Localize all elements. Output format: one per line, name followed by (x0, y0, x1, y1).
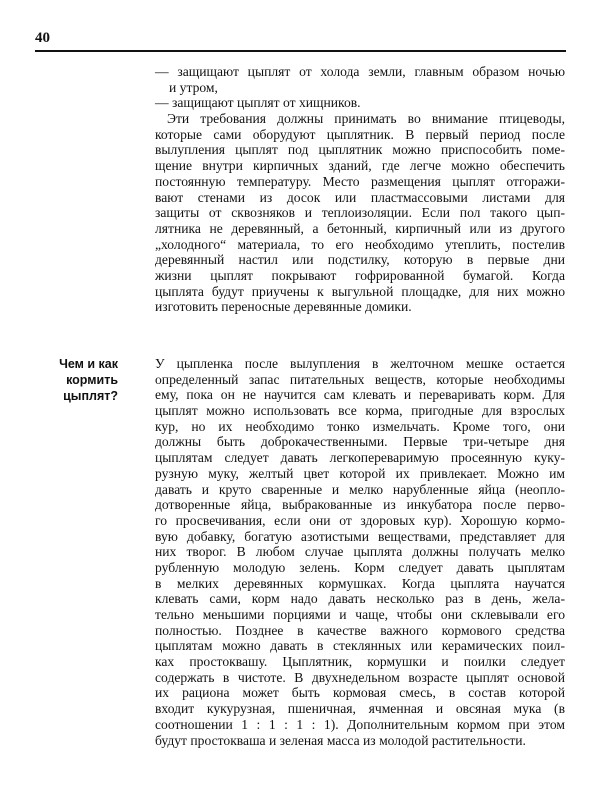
text-line: которые сами оборудуют цыплятник. В первый период после (155, 126, 565, 142)
text-line: полностью. Позднее в качестве важного кормового средства (155, 622, 565, 638)
text-line: дотворенные яйца, выбракованные из инкубатора после перво- (155, 497, 565, 513)
text-line: деревянный настил или подстилку, которую в первые дни (155, 252, 565, 268)
text-line: постоянную температуру. Место размещения цыплят отгоражи- (155, 173, 565, 189)
text-line: клевать сами, корм надо давать несколько раз в день, жела- (155, 591, 565, 607)
text-line: рузную муку, желтый цвет которой их привлекает. Можно им (155, 465, 565, 481)
text-line: защиты от сквозняков и теплоизоляции. Если пол такого цып- (155, 205, 565, 221)
text-line: содержать в чистоте. В двухнедельном возрасте цыплят основой (155, 669, 565, 685)
text-line: цыплята будут приучены к выгульной площадке, для них можно (155, 283, 565, 299)
text-line: соотношении 1 : 1 : 1 : 1). Дополнительным кормом при этом (155, 716, 565, 732)
text-line: и утром, (169, 79, 218, 95)
text-line: Эти требования должны принимать во внимание птицеводы, (167, 111, 565, 127)
text-line: лятника не деревянный, а бетонный, кирпичный или из другого (155, 220, 565, 236)
text-line: изготовить переносные деревянные домики. (155, 299, 412, 315)
text-line: ках простоквашу. Цыплятник, кормушки и поилки следует (155, 654, 565, 670)
text-line: рубленную молодую зелень. Корм следует давать цыплятам (155, 559, 565, 575)
text-line: определенный запас питательных веществ, которые необходимы (155, 371, 565, 387)
text-block-housing (155, 64, 565, 315)
margin-heading (40, 356, 118, 404)
text-line: У цыпленка после вылупления в желточном мешке остается (155, 356, 565, 371)
text-line: должны быть доброкачественными. Первые три-четыре дня (155, 434, 565, 450)
text-line: цыплятам можно давать в стеклянных или керамических поил- (155, 638, 565, 654)
text-line: „холодного“ материала, то его необходимо утеплить, постелив (155, 236, 565, 252)
text-line: вылупления цыплят под цыплятник можно приспособить поме- (155, 142, 565, 158)
text-line: тельно меньшими порциями и чаще, чтобы они склевывали его (155, 607, 565, 622)
text-line: цыплятам следует давать легкопереваримую просеянную куку- (155, 450, 565, 466)
text-line: входит кукурузная, пшеничная, ячменная и овсяная мука (в (155, 701, 565, 717)
text-line: них творог. В любом случае цыплята должны получать мелко (155, 544, 565, 560)
margin-heading-line: кормить (66, 373, 118, 387)
header-rule (35, 50, 566, 52)
text-line: жизни цыплят покрывают гофрированной бумагой. Когда (155, 267, 565, 283)
text-line: кур, но их необходимо тонко измельчать. Кроме того, они (155, 418, 565, 434)
text-block-feeding (155, 356, 565, 748)
text-line: цыплят можно использовать все корма, пригодные для взрослых (155, 403, 565, 419)
text-line: — защищают цыплят от хищников. (155, 95, 361, 111)
text-line: щение внутри кирпичных зданий, где легче можно обеспечить (155, 158, 565, 174)
page-number: 40 (35, 30, 50, 46)
text-line: давать и круто сваренные и мелко нарубленные яйца (неопло- (155, 481, 565, 497)
text-line: ему, пока он не научится сам клевать и переваривать корм. Для (155, 387, 565, 403)
text-line: будут простокваша и зеленая масса из молодой растительности. (155, 732, 526, 748)
margin-heading-line: Чем и как (59, 357, 118, 371)
margin-heading-line: цыплят? (63, 389, 118, 403)
text-line: го просвечивания, если они от здоровых кур). Хорошую кормо- (155, 512, 565, 528)
text-line: в мелких деревянных кормушках. Когда цыплята научатся (155, 575, 565, 591)
text-line: — защищают цыплят от холода земли, главным образом ночью (155, 64, 565, 79)
text-line: вают стенами из досок или пластмассовыми листами для (155, 189, 565, 205)
text-line: их рациона может быть кормовая смесь, в состав которой (155, 685, 565, 701)
text-line: вую добавку, богатую азотистыми веществами, представляет для (155, 528, 565, 544)
